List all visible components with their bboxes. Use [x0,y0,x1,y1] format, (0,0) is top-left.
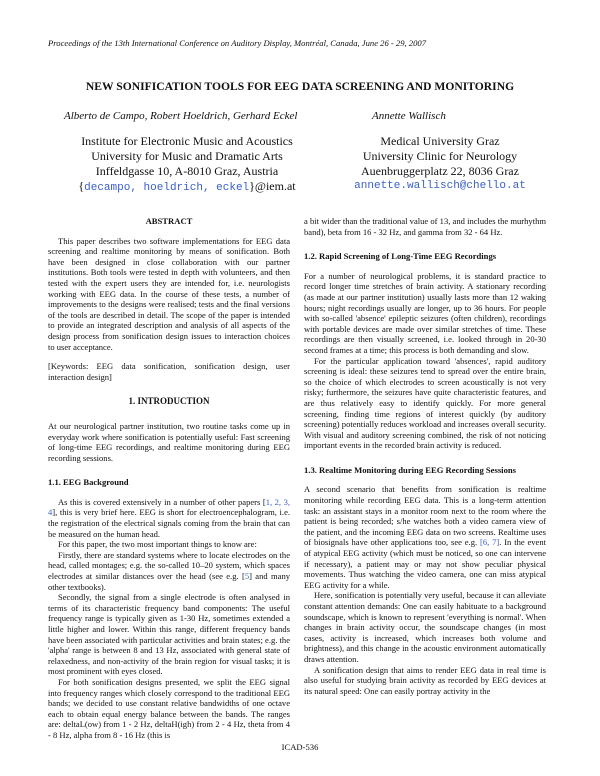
abstract-text: This paper describes two software implementations for EEG data screening and realtime monitoring by means of sonification. Both have been designed in close collaboration with our partner institutions. Both tools were tested in depth with volunteers, and then tested with the expert users they are intended for, i.e. neurologists working with EEG data. In the course of these tests, a number of improvements to the designs were realised; tests and the final versions of the tools are described in detail. The scope of the paper is intended to provide an integrated description and analysis of all aspects of the design process from sonification design issues to interaction choices to user acceptance. [48,235,290,352]
section-1-1-paragraph-1: As this is covered extensively in a number of other papers [1, 2, 3, 4], this is very brief here. EEG is short for electroencephalogram, i.e. the registration of the electrical signals coming from the brain that can be measured on the human head. [48,496,290,539]
authors-right: Annette Wallisch [372,110,446,122]
paper-title: NEW SONIFICATION TOOLS FOR EEG DATA SCREENING AND MONITORING [85,80,515,93]
affiliation-right-email[interactable]: annette.wallisch@chello.at [354,180,526,192]
affiliation-left [62,134,312,196]
right-column [304,216,546,696]
affiliation-right-line1: Medical University Graz [380,134,500,148]
affiliation-left-line1: Institute for Electronic Music and Acoustics [81,134,293,148]
email-domain: }@iem.at [249,179,296,193]
section-1-3-heading: 1.3. Realtime Monitoring during EEG Recording Sessions [304,464,516,475]
citation-link[interactable]: [6, 7] [479,537,500,548]
email-names[interactable]: decampo, hoeldrich, eckel [84,182,250,194]
section-1-2-paragraph-2: For the particular application toward 'absences', rapid auditory screening is ideal: these seizures tend to spread over the entire brain, so the choice of which electrodes to screen acoustically is not very risky; furthermore, the seizures have quite characteristic features, and are thus relatively easy to identify quickly. For more general screening, finding time regions of interest quickly (by auditory screening) potentially reduces workload and increases overall security. With visual and auditory screening combined, the risk of not noticing important events in the recorded brain activity is reduced. [304,355,546,451]
section-1-1-paragraph-2: For this paper, the two most important things to know are: [58,539,257,550]
section-1-1-heading: 1.1. EEG Background [48,477,129,488]
section-1-1-paragraph-3: Firstly, there are standard systems where to locate electrodes on the head, called montages; e.g. the so-called 10–20 system, which spaces electrodes at similar distances over the head (see e.g. [5] and many other textbooks). [48,549,290,592]
continued-paragraph: a bit wider than the traditional value of 13, and includes the murhythm band), beta from 16 - 32 Hz, and gamma from 32 - 64 Hz. [304,216,546,237]
affiliation-left-email [62,179,312,196]
citation-link[interactable]: 1, 2, 3, 4 [48,496,290,518]
affiliation-right-line3: Auenbruggerplatz 22, 8036 Graz [361,164,519,178]
section-1-1-paragraph-4: Secondly, the signal from a single electrode is often analysed in terms of its characteristic frequency band components: The useful frequency range is typically given as 1-30 Hz, sometimes extended a little higher and lower. Within this range, different frequency bands have been associated with particular activities and brain states; e.g. the 'alpha' range is between 8 and 13 Hz, associated with general state of relaxedness, and non-activity of the brain region for visual tasks; it is most prominent with eyes closed. [48,592,290,677]
email-brace-open: { [78,179,85,193]
section-1-3-paragraph-1: A second scenario that benefits from sonification is realtime monitoring while recording EEG data. This is a long-term attention task: an assistant stays in a monitor room next to the room where the patient is being recorded; s/he watches both a video camera view of the patient, and the incoming EEG data on two screens. Realtime uses of biosignals have other applications too, see e.g. [6, 7]. In the event of atypical EEG activity (which must be noticed, so one can intervene if necessary), a patient may or may not show peculiar physical movements. Thus watching the video camera, one can miss atypical EEG activity for a while. [304,484,547,590]
intro-paragraph: At our neurological partner institution, two routine tasks come up in everyday work where sonification is potentially useful: Fast screening of long-time EEG recordings, and realtime monitoring during EEG recording sessions. [48,420,290,463]
page-footer: ICAD-536 [281,742,319,752]
running-header: Proceedings of the 13th International Conference on Auditory Display, Montréal, Canada, June 26 - 29, 2007 [48,38,426,48]
citation-link[interactable]: 5 [244,571,250,582]
section-1-1-paragraph-5: For both sonification designs presented, we split the EEG signal into frequency ranges which closely correspond to the traditional EEG bands; we decided to use constant relative bandwidths of one octave each to obtain equal energy balance between the bands. The ranges are: deltaL(ow) from 1 - 2 Hz, deltaH(igh) from 2 - 4 Hz, theta from 4 - 8 Hz, alpha from 8 - 16 Hz (this is [48,676,290,740]
intro-heading: 1. INTRODUCTION [128,396,210,407]
keywords: [Keywords: EEG data sonification, sonification design, user interaction design] [48,361,290,382]
affiliation-left-line3: Inffeldgasse 10, A-8010 Graz, Austria [95,164,279,178]
affiliation-right [330,134,550,194]
affiliation-left-line2: University for Music and Dramatic Arts [91,149,283,163]
abstract-heading: ABSTRACT [145,216,193,226]
section-1-2-heading: 1.2. Rapid Screening of Long-Time EEG Recordings [304,251,497,262]
affiliation-right-line2: University Clinic for Neurology [362,149,518,163]
section-1-2-paragraph-1: For a number of neurological problems, it is standard practice to record longer time stretches of brain activity. A stationary recording (as made at our partner institution) usually lasts more than 12 waking hours; night recordings usually are longer, up to 36 hours. For people with so-called 'absence' epileptic seizures (often children), recordings with portable devices are made over similar stretches of time. These recordings are then visually screened, i.e. looked through in 20-30 second frames at a time; this process is both demanding and slow. [304,270,546,355]
authors-left: Alberto de Campo, Robert Hoeldrich, Gerhard Eckel [64,110,298,122]
left-column [48,216,290,741]
section-1-3-paragraph-3: A sonification design that aims to render EEG data in real time is also useful for studying brain activity as recorded by EEG devices at its natural speed: One can easily portray activity in the [304,664,546,696]
section-1-3-paragraph-2: Here, sonification is potentially very useful, because it can alleviate constant attention demands: One can easily habituate to a background soundscape, which is known to represent 'everything is normal'. When changes in brain activity occur, the soundscape changes (in most cases, activity is increased, which increases both volume and brightness), and this change in the acoustic environment automatically draws attention. [304,590,546,664]
